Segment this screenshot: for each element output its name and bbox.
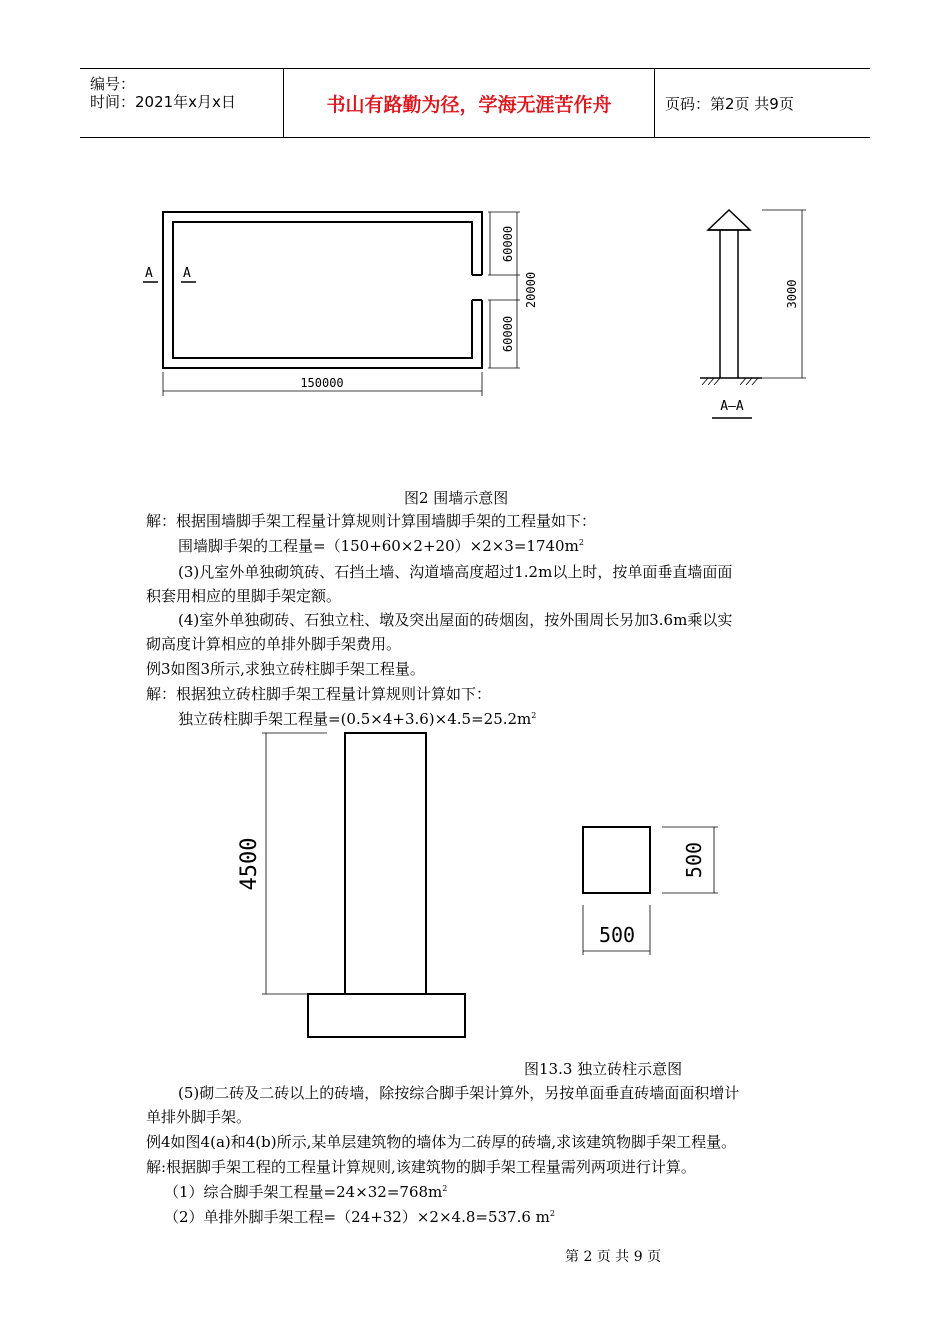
para-rule-5a: (5)砌二砖及二砖以上的砖墙，除按综合脚手架计算外，另按单面垂直砖墙面面积增计	[178, 1084, 740, 1102]
dim-column-height: 4500	[237, 837, 262, 891]
para-solution-1: 解：根据围墙脚手架工程量计算规则计算围墙脚手架的工程量如下：	[146, 512, 597, 530]
figure3-caption: 图13.3 独立砖柱示意图	[524, 1060, 683, 1078]
dim-side-bottom: 60000	[501, 315, 515, 353]
dim-length: 150000	[300, 376, 344, 390]
section-mark-left: A	[145, 266, 153, 281]
formula-3-text: 独立砖柱脚手架工程量=(0.5×4+3.6)×4.5=25.2m	[178, 710, 532, 728]
formula-1-text: 围墙脚手架的工程量=（150+60×2+20）×2×3=1740m	[178, 537, 579, 555]
para-example-4: 例4如图4(a)和4(b)所示,某单层建筑物的墙体为二砖厚的砖墙,求该建筑物脚手架工程量。	[146, 1133, 737, 1151]
para-example-3: 例3如图3所示,求独立砖柱脚手架工程量。	[146, 660, 425, 678]
dim-gap: 20000	[524, 271, 538, 309]
formula-4-1-sup: 2	[442, 1184, 448, 1193]
formula-4-2-text: （2）单排外脚手架工程=（24+32）×2×4.8=537.6 m	[164, 1208, 550, 1226]
formula-1-sup: 2	[578, 538, 584, 547]
para-rule-3a: (3)凡室外单独砌筑砖、石挡土墙、沟道墙高度超过1.2m以上时，按单面垂直墙面面	[178, 563, 733, 581]
para-rule-4b: 砌高度计算相应的单排外脚手架费用。	[146, 635, 402, 653]
para-solution-3: 解：根据独立砖柱脚手架工程量计算规则计算如下：	[146, 685, 492, 703]
dim-wall-height: 3000	[785, 279, 799, 309]
header-page-label: 页码：第2页 共9页	[665, 94, 794, 113]
time-label: 时间：2021年x月x日	[90, 93, 236, 111]
para-rule-4a: (4)室外单独砌砖、石独立柱、墩及突出屋面的砖烟囱，按外围周长另加3.6m乘以实	[178, 611, 733, 629]
para-solution-4: 解:根据脚手架工程的工程量计算规则,该建筑物的脚手架工程量需列两项进行计算。	[146, 1158, 696, 1176]
dim-column-side-h: 500	[598, 923, 636, 947]
section-label: A—A	[720, 399, 744, 414]
number-label: 编号：	[90, 75, 136, 93]
para-rule-3b: 积套用相应的里脚手架定额。	[146, 587, 342, 605]
page-footer: 第 2 页 共 9 页	[565, 1249, 662, 1265]
dim-side-top: 60000	[501, 225, 515, 263]
formula-4-2-sup: 2	[549, 1209, 555, 1218]
dim-column-side-v: 500	[682, 841, 706, 879]
para-formula-4-1	[164, 1182, 447, 1202]
formula-4-1-text: （1）综合脚手架工程量=24×32=768m	[164, 1183, 443, 1201]
section-mark-right: A	[183, 266, 191, 281]
formula-3-sup: 2	[531, 711, 537, 720]
figure2-caption: 图2 围墙示意图	[404, 489, 509, 507]
para-formula-4-2	[164, 1207, 555, 1227]
header-motto: 书山有路勤为径，学海无涯苦作舟	[284, 69, 655, 137]
para-rule-5b: 单排外脚手架。	[146, 1108, 252, 1126]
